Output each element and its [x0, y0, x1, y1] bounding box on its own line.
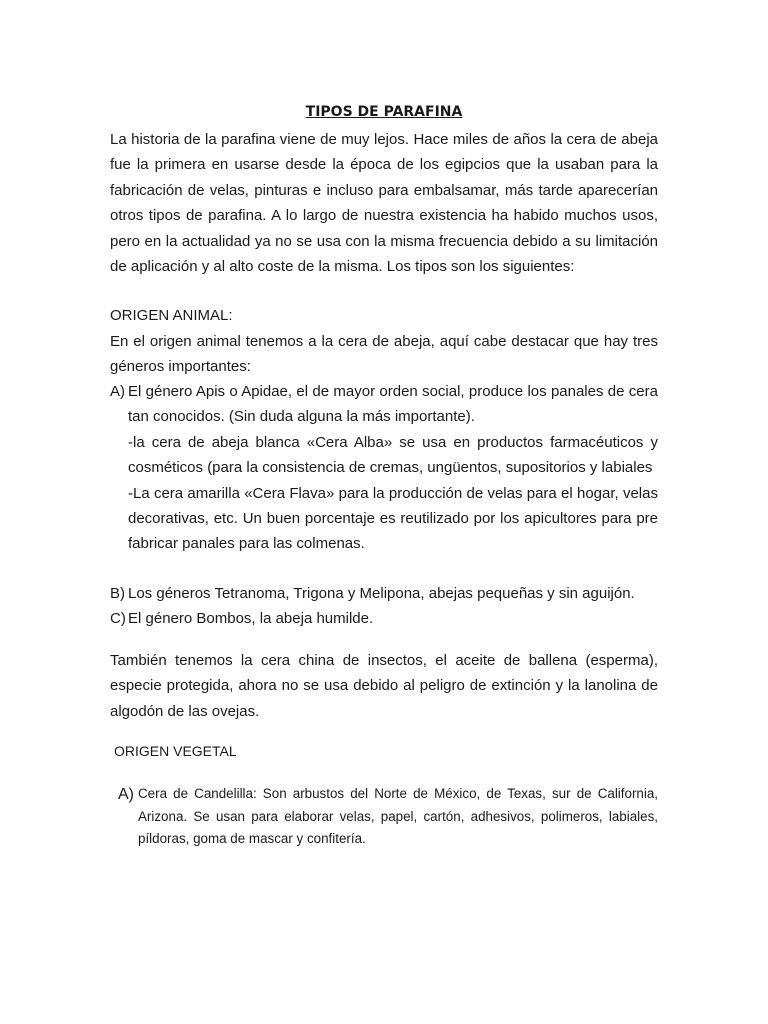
- list-letter: C): [110, 610, 126, 627]
- intro-paragraph: La historia de la parafina viene de muy lejos. Hace miles de años la cera de abeja fue la primera en usarse desde la época de los egipcios que la usaban para la fabricación de velas, pinturas e incluso para embalsamar, más tarde aparecerían otros tipos de parafina. A lo largo de nuestra existencia ha habido muchos usos, pero en la actualidad ya no se usa con la misma frecuencia debido a su limitación de aplicación y al alto coste de la misma. Los tipos son los siguientes:: [110, 131, 658, 276]
- animal-item-b-text: Los géneros Tetranoma, Trigona y Melipona, abejas pequeñas y sin aguijón.: [128, 585, 635, 602]
- animal-item-a: [110, 379, 658, 557]
- animal-item-a-white-wax: -la cera de abeja blanca «Cera Alba» se usa en productos farmacéuticos y cosméticos (para la consistencia de cremas, ungüentos, supositorios y labiales: [128, 433, 658, 477]
- animal-heading: ORIGEN ANIMAL:: [110, 307, 233, 324]
- animal-intro-paragraph: En el origen animal tenemos a la cera de abeja, aquí cabe destacar que hay tres géneros importantes:: [110, 333, 658, 376]
- animal-item-c-text: El género Bombos, la abeja humilde.: [128, 610, 374, 627]
- vegetal-heading: ORIGEN VEGETAL: [114, 743, 237, 759]
- animal-item-c: [110, 606, 658, 631]
- other-waxes-paragraph: También tenemos la cera china de insectos, el aceite de ballena (esperma), especie protegida, ahora no se usa debido al peligro de extinción y la lanolina de algodón de las ovejas.: [110, 652, 658, 720]
- list-letter: A): [110, 383, 125, 400]
- animal-item-a-text: El género Apis o Apidae, el de mayor orden social, produce los panales de cera tan conocidos. (Sin duda alguna la más importante).: [128, 383, 658, 426]
- vegetal-item-a-text: Cera de Candelilla: Son arbustos del Norte de México, de Texas, sur de California, Arizona. Se usan para elaborar velas, papel, cartón, adhesivos, polimeros, labiales, píldoras, goma de mascar y confitería.: [138, 786, 658, 847]
- animal-item-a-yellow-wax: -La cera amarilla «Cera Flava» para la producción de velas para el hogar, velas decorativas, etc. Un buen porcentaje es reutilizado por los apicultores para pre fabricar panales para las colmenas.: [128, 484, 658, 553]
- animal-item-b: [110, 581, 658, 606]
- list-letter: A): [118, 786, 134, 803]
- vegetal-item-a: [118, 783, 658, 851]
- document-title: TIPOS DE PARAFINA: [305, 104, 463, 120]
- list-letter: B): [110, 585, 125, 602]
